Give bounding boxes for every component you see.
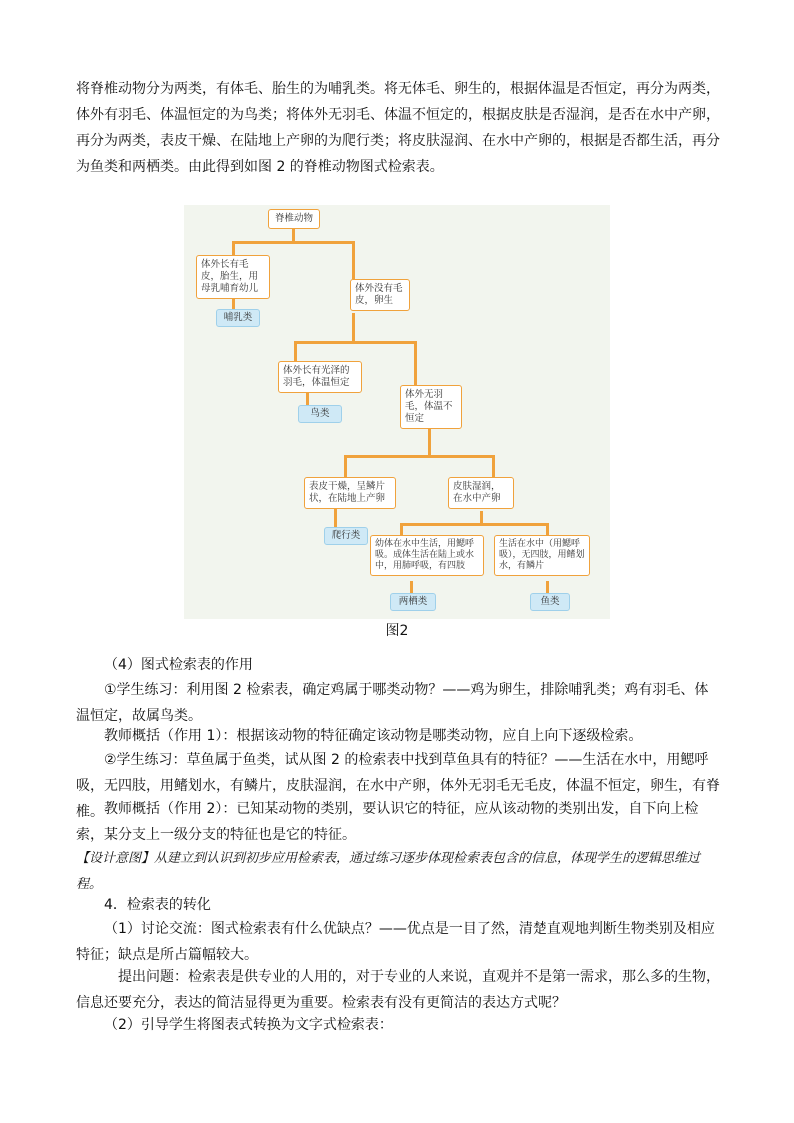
leaf-amphibian: 两栖类: [390, 593, 436, 611]
section-heading-conversion: 4．检索表的转化: [104, 897, 211, 913]
heading-key-function: （4）图式检索表的作用: [104, 657, 253, 673]
intro-line: 为鱼类和两栖类。由此得到如图 2 的脊椎动物图式检索表。: [76, 159, 444, 175]
node-mammal-feature: 体外长有毛皮，胎生，用母乳哺育幼儿: [196, 255, 270, 299]
exercise-1: ①学生练习：利用图 2 检索表，确定鸡属于哪类动物？——鸡为卵生，排除哺乳类；鸡有羽毛、体温恒定，故属鸟类。: [76, 682, 709, 724]
discussion-1: （1）讨论交流：图式检索表有什么优缺点？——优点是一目了然，清楚直观地判断生物类别及相应特征；缺点是所占篇幅较大。: [76, 921, 715, 963]
vertebrate-key-figure: [184, 205, 610, 619]
node-wet-skin: 皮肤湿润，在水中产卵: [448, 477, 514, 509]
node-dry-skin: 表皮干燥，呈鳞片状，在陆地上产卵: [304, 477, 396, 509]
node-no-feather: 体外无羽毛，体温不恒定: [400, 385, 462, 429]
leaf-bird: 鸟类: [298, 405, 342, 423]
node-amphibian-feature: 幼体在水中生活，用鳃呼吸。成体生活在陆上或水中，用肺呼吸，有四肢: [370, 535, 484, 576]
node-no-hair: 体外没有毛皮，卵生: [350, 279, 410, 311]
intro-line: 将脊椎动物分为两类，有体毛、胎生的为哺乳类。将无体毛、卵生的，根据体温是否恒定，再分为两类，: [76, 81, 720, 97]
leaf-mammal: 哺乳类: [216, 309, 260, 327]
intro-line: 体外有羽毛、体温恒定的为鸟类；将体外无羽毛、体温不恒定的，根据皮肤是否湿润，是否在水中产卵，: [76, 107, 720, 123]
figure-caption: 图2: [385, 623, 409, 639]
node-fish-feature: 生活在水中（用鳃呼吸），无四肢，用鳍划水，有鳞片: [494, 535, 590, 576]
exercise-2: ②学生练习：草鱼属于鱼类，试从图 2 的检索表中找到草鱼具有的特征？——生活在水中，用鳃呼吸，无四肢，用鳍划水，有鳞片，皮肤湿润，在水中产卵，体外无羽毛无毛皮，体温不恒定，卵生，有脊椎。: [76, 752, 720, 820]
leaf-fish: 鱼类: [530, 593, 570, 611]
guide-step-2: （2）引导学生将图表式转换为文字式检索表：: [104, 1017, 393, 1033]
intro-paragraph: [76, 76, 736, 180]
teacher-summary-1: 教师概括（作用 1）：根据该动物的特征确定该动物是哪类动物，应自上向下逐级检索。: [104, 728, 643, 744]
intro-line: 再分为两类，表皮干燥、在陆地上产卵的为爬行类；将皮肤湿润、在水中产卵的，根据是否都生活，再分: [76, 133, 720, 149]
node-vertebrate-root: 脊椎动物: [268, 209, 320, 229]
leaf-reptile: 爬行类: [324, 527, 368, 545]
design-intent: 【设计意图】从建立到认识到初步应用检索表，通过练习逐步体现检索表包含的信息，体现学生的逻辑思维过程。: [76, 851, 701, 892]
question-paragraph: 提出问题：检索表是供专业的人用的，对于专业的人来说，直观并不是第一需求，那么多的生物，信息还要充分，表达的简洁显得更为重要。检索表有没有更简洁的表达方式呢？: [76, 969, 720, 1011]
node-feather: 体外长有光泽的羽毛，体温恒定: [278, 361, 362, 393]
teacher-summary-2: 教师概括（作用 2）：已知某动物的类别，要认识它的特征，应从该动物的类别出发，自下向上检索，某分支上一级分支的特征也是它的特征。: [76, 801, 699, 843]
